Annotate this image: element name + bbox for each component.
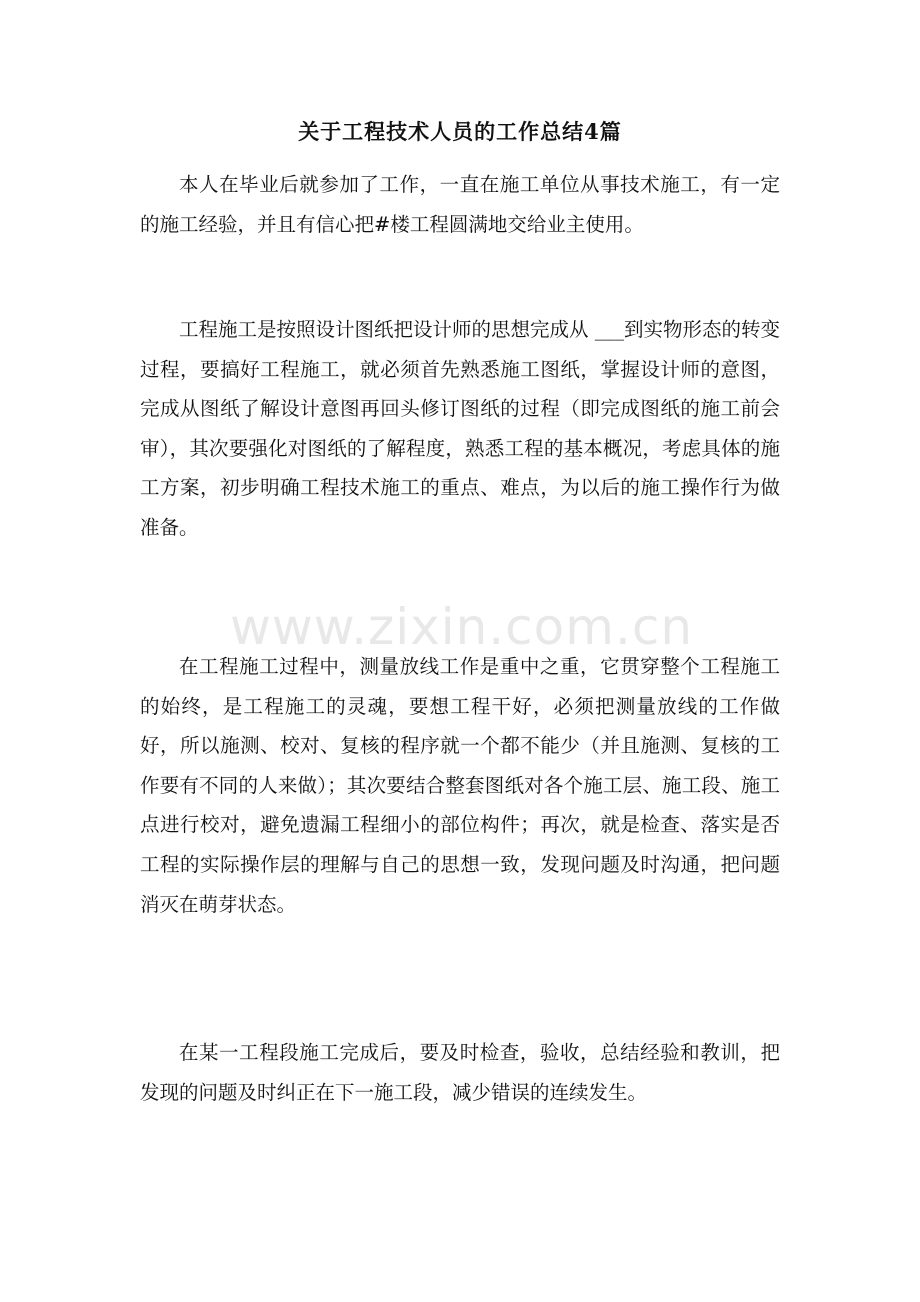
paragraph-2: 工程施工是按照设计图纸把设计师的思想完成从 ___到实物形态的转变过程，要搞好工程施工，就必须首先熟悉施工图纸，掌握设计师的意图，完成从图纸了解设计意图再回头修订图纸的过程（即完成图纸的施工前会审），其次要强化对图纸的了解程度，熟悉工程的基本概况，考虑具体的施工方案，初步明确工程技术施工的重点、难点，为以后的施工操作行为做准备。	[140, 318, 780, 539]
paragraph-4: 在某一工程段施工完成后，要及时检查，验收，总结经验和教训，把发现的问题及时纠正在下一施工段，减少错误的连续发生。	[140, 1041, 780, 1104]
document-title: 关于工程技术人员的工作总结4篇	[298, 119, 622, 144]
watermark: www.zixin.com.cn	[230, 598, 694, 656]
paragraph-3: 在工程施工过程中，测量放线工作是重中之重，它贯穿整个工程施工的始终，是工程施工的灵魂，要想工程干好，必须把测量放线的工作做好，所以施测、校对、复核的程序就一个都不能少（并且施测、复核的工作要有不同的人来做）；其次要结合整套图纸对各个施工层、施工段、施工点进行校对，避免遗漏工程细小的部位构件；再次，就是检查、落实是否工程的实际操作层的理解与自己的思想一致，发现问题及时沟通，把问题消灭在萌芽状态。	[140, 655, 780, 916]
paragraph-1: 本人在毕业后就参加了工作，一直在施工单位从事技术施工，有一定的施工经验，并且有信心把#楼工程圆满地交给业主使用。	[140, 173, 780, 236]
